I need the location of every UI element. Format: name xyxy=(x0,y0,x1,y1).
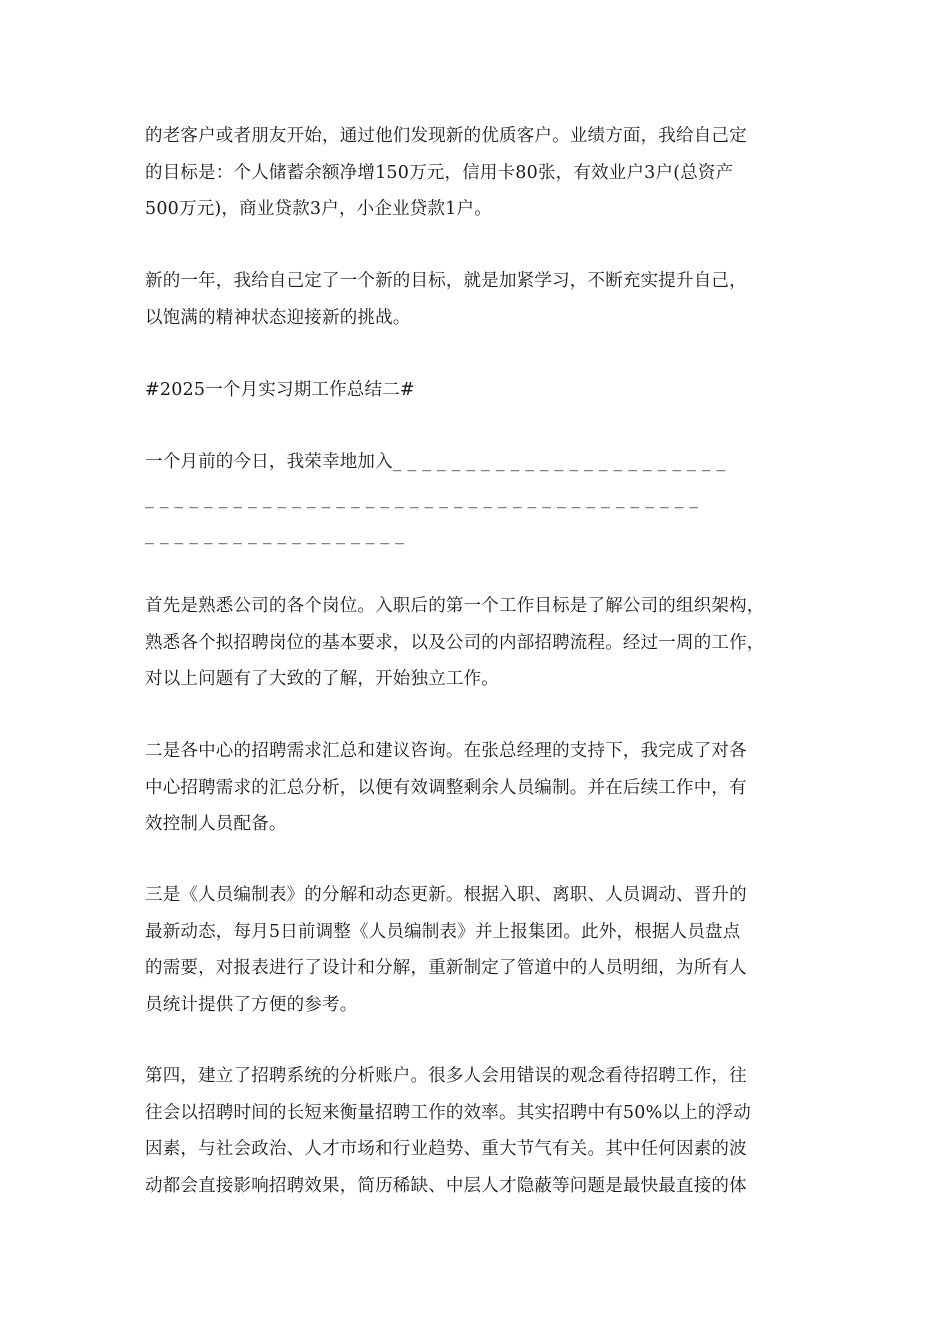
text-line: 二是各中心的招聘需求汇总和建议咨询。在张总经理的支持下，我完成了对各 xyxy=(145,741,747,761)
paragraph-5 xyxy=(145,733,810,843)
section-heading xyxy=(145,372,810,409)
text-line: 以饱满的精神状态迎接新的挑战。 xyxy=(145,307,411,328)
text-line: 的老客户或者朋友开始，通过他们发现新的优质客户。业绩方面，我给自己定 xyxy=(145,126,747,146)
text-line: 因素，与社会政治、人才市场和行业趋势、重大节气有关。其中任何因素的波 xyxy=(145,1139,747,1159)
text-line: _ _ _ _ _ _ _ _ _ _ _ _ _ _ _ _ _ _ xyxy=(145,525,405,545)
text-line: 往会以招聘时间的长短来衡量招聘工作的效率。其实招聘中有50%以上的浮动 xyxy=(145,1102,751,1123)
paragraph-1 xyxy=(145,118,810,228)
text-line: 首先是熟悉公司的各个岗位。入职后的第一个工作目标是了解公司的组织架构， xyxy=(145,596,765,616)
text-line: 第四，建立了招聘系统的分析账户。很多人会用错误的观念看待招聘工作，往 xyxy=(145,1066,747,1086)
paragraph-7 xyxy=(145,1058,810,1204)
text-line: 的需要，对报表进行了设计和分解，重新制定了管道中的人员明细，为所有人 xyxy=(145,958,747,978)
text-line: #2025一个月实习期工作总结二# xyxy=(145,380,415,400)
text-line: 效控制人员配备。 xyxy=(145,814,287,834)
text-line: 的目标是：个人储蓄余额净增150万元，信用卡80张，有效业户3户(总资产 xyxy=(145,162,734,183)
text-line: 一个月前的今日，我荣幸地加入_ _ _ _ _ _ _ _ _ _ _ _ _ _ _ _ _ _ _ _ _ _ _ xyxy=(145,452,726,472)
text-line: _ _ _ _ _ _ _ _ _ _ _ _ _ _ _ _ _ _ _ _ _ _ _ _ _ _ _ _ _ _ _ _ _ _ _ _ _ _ xyxy=(145,488,699,509)
text-line: 熟悉各个拟招聘岗位的基本要求，以及公司的内部招聘流程。经过一周的工作， xyxy=(145,632,765,653)
text-line: 员统计提供了方便的参考。 xyxy=(145,994,358,1015)
text-line: 新的一年，我给自己定了一个新的目标，就是加紧学习，不断充实提升自己， xyxy=(145,271,747,291)
paragraph-2 xyxy=(145,263,810,336)
text-line: 500万元)，商业贷款3户，小企业贷款1户。 xyxy=(145,199,492,219)
text-line: 三是《人员编制表》的分解和动态更新。根据入职、离职、人员调动、晋升的 xyxy=(145,885,747,905)
text-line: 中心招聘需求的汇总分析，以便有效调整剩余人员编制。并在后续工作中，有 xyxy=(145,777,747,798)
paragraph-6 xyxy=(145,877,810,1023)
paragraph-3 xyxy=(145,444,810,554)
paragraph-4 xyxy=(145,588,810,698)
text-line: 动都会直接影响招聘效果，简历稀缺、中层人才隐蔽等问题是最快最直接的体 xyxy=(145,1175,747,1196)
text-line: 对以上问题有了大致的了解，开始独立工作。 xyxy=(145,669,499,689)
text-line: 最新动态，每月5日前调整《人员编制表》并上报集团。此外，根据人员盘点 xyxy=(145,921,741,942)
